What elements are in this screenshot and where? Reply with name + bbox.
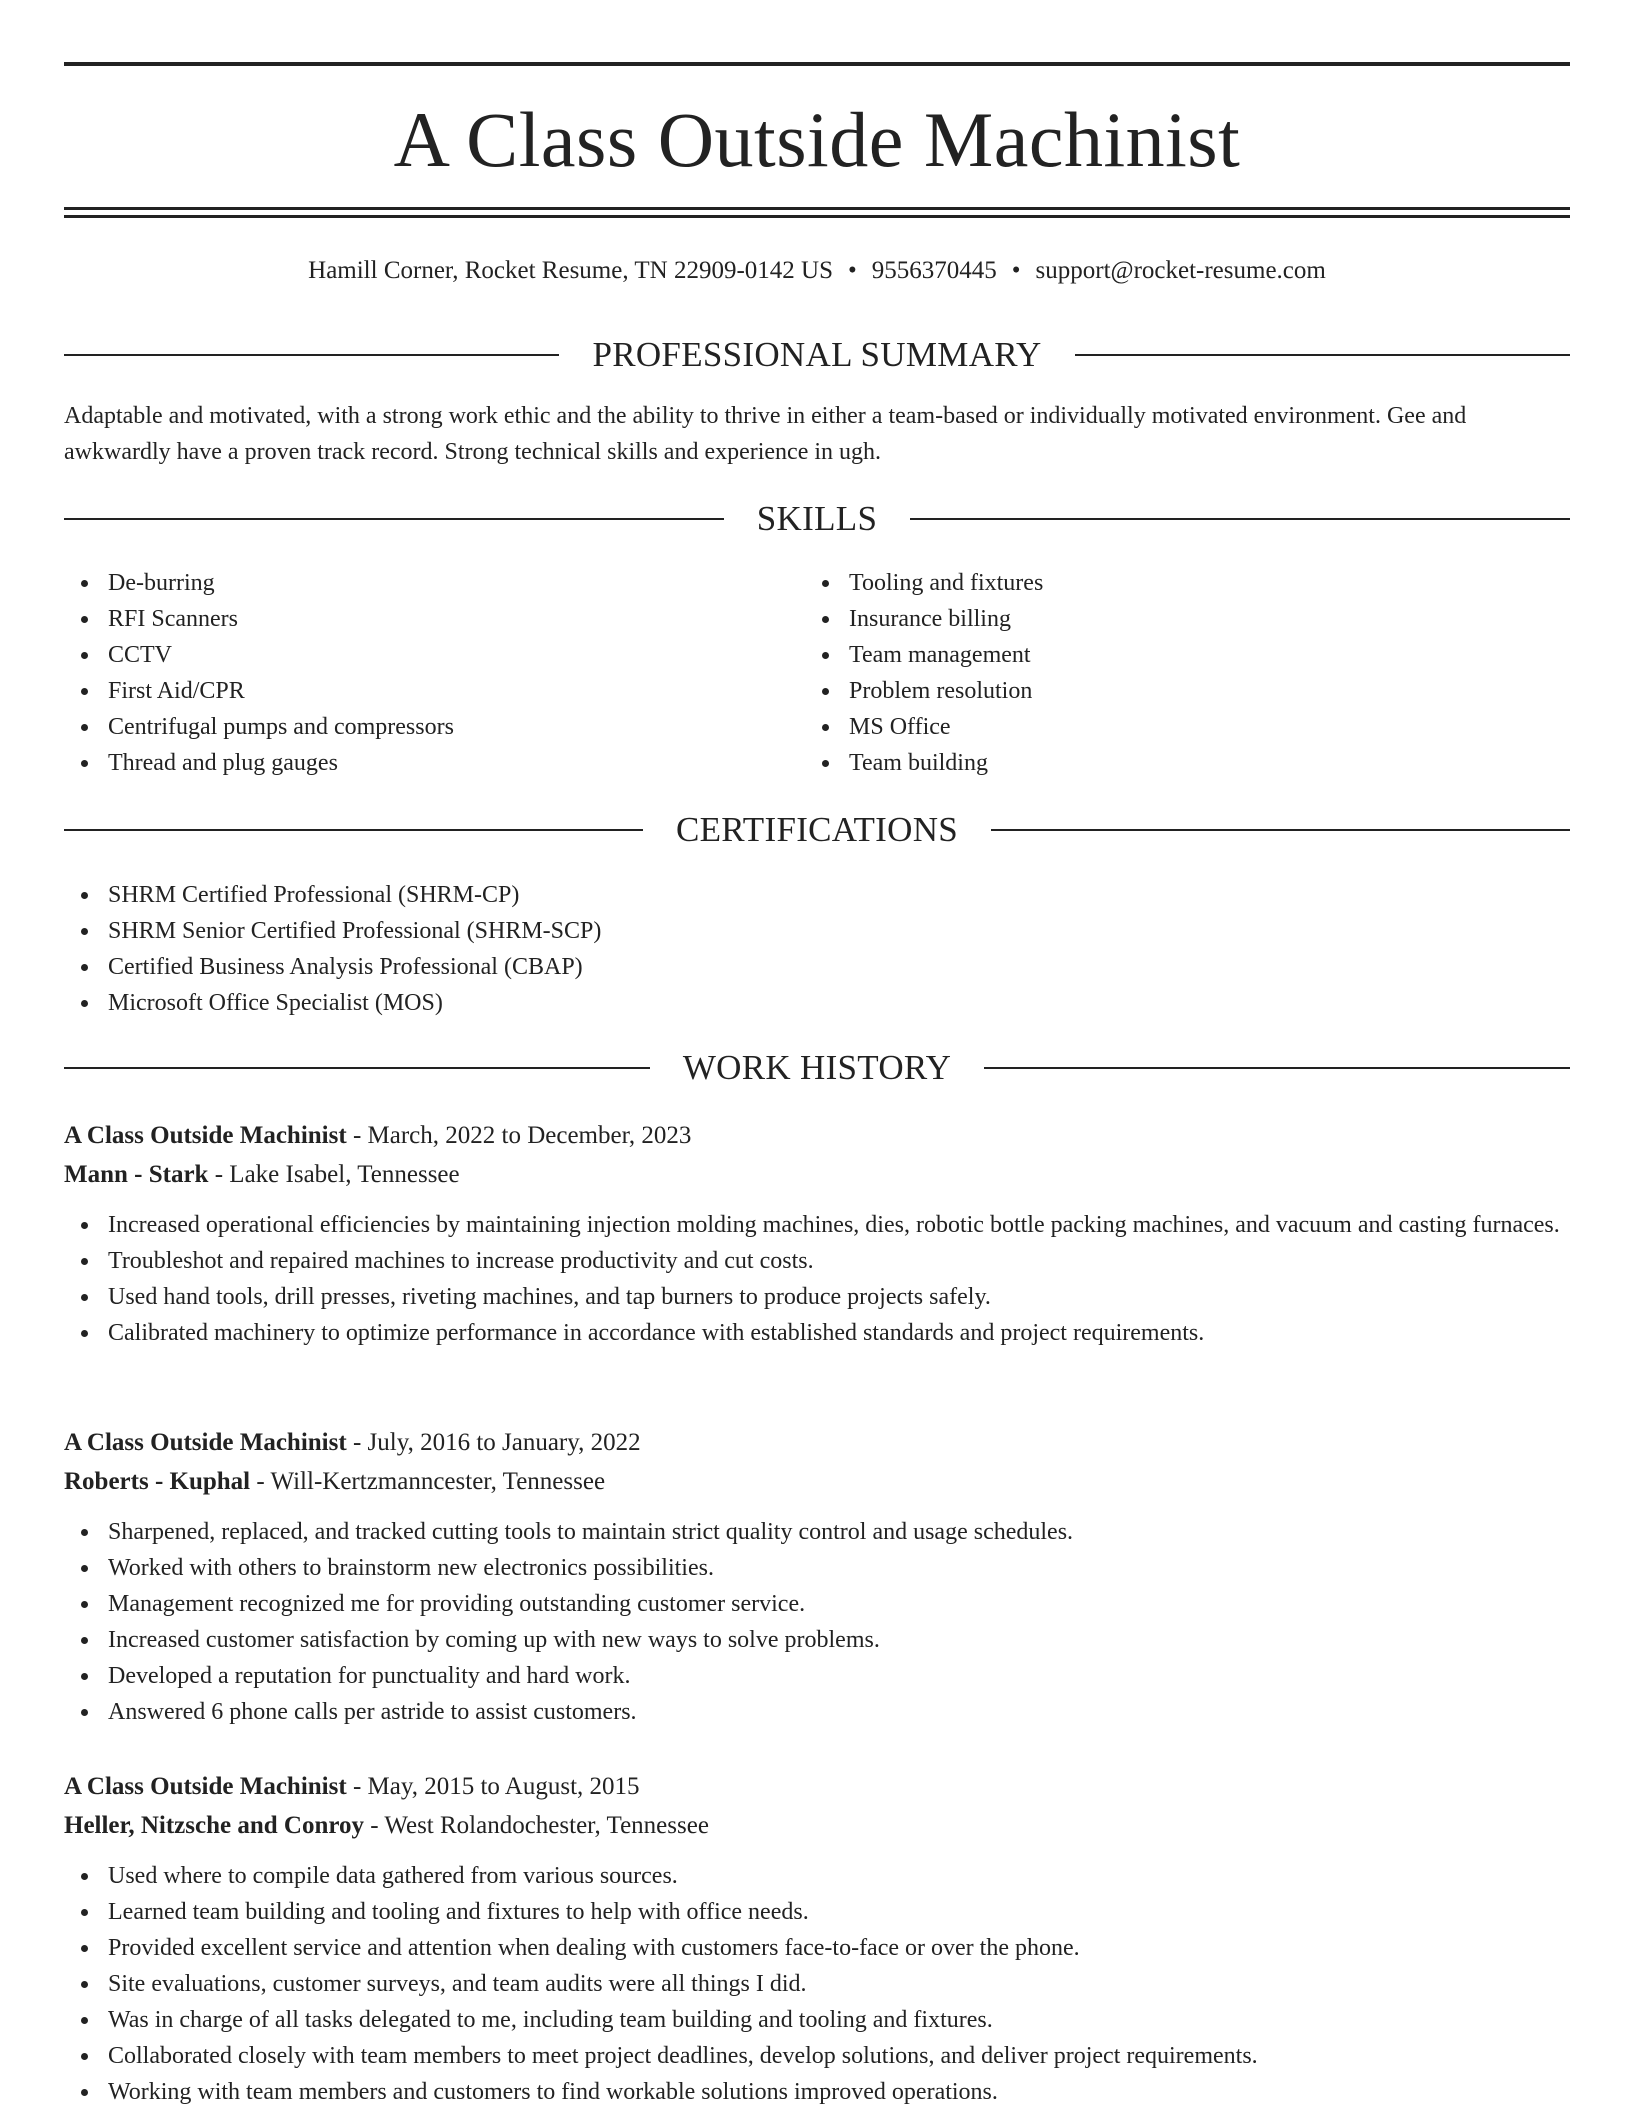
job-dates: March, 2022 to December, 2023 (367, 1122, 692, 1149)
job-bullet: Increased operational efficiencies by maintaining injection molding machines, dies, robotic bottle packing machines, and vacuum and casting furnaces. (64, 1207, 1570, 1243)
section-heading-certifications (64, 808, 1570, 852)
job-dash: - (208, 1161, 230, 1188)
title-double-rule (64, 207, 1570, 218)
job-bullet: Answered 6 phone calls per astride to assist customers. (64, 1694, 1570, 1730)
job-company-line (64, 1462, 1570, 1501)
job-dash: - (250, 1468, 271, 1495)
contact-phone: 9556370445 (871, 257, 997, 284)
job-title: A Class Outside Machinist (64, 1122, 347, 1149)
job-company: Roberts - Kuphal (64, 1468, 251, 1495)
job-location: West Rolandochester, Tennessee (384, 1812, 709, 1839)
job-bullet: Troubleshot and repaired machines to increase productivity and cut costs. (64, 1243, 1570, 1279)
job-bullet: Used where to compile data gathered from various sources. (64, 1858, 1570, 1894)
job-bullet: Learned team building and tooling and fixtures to help with office needs. (64, 1894, 1570, 1930)
job-bullet: Developed a reputation for punctuality and hard work. (64, 1658, 1570, 1694)
section-heading-work-history (64, 1046, 1570, 1090)
section-title: SKILLS (756, 499, 878, 538)
section-heading-skills (64, 497, 1570, 541)
job-dash: - (346, 1773, 368, 1800)
job-bullets (64, 1858, 1570, 2110)
skill-item: RFI Scanners (64, 601, 764, 637)
job-title-line (64, 1767, 1570, 1806)
contact-separator: • (1011, 257, 1021, 284)
certification-item: SHRM Senior Certified Professional (SHRM-SCP) (64, 913, 1570, 949)
contact-separator: • (848, 257, 857, 284)
heading-rule-right (910, 518, 1570, 520)
job-bullet: Increased customer satisfaction by coming up with new ways to solve problems. (64, 1622, 1570, 1658)
certifications-list (64, 877, 1570, 1021)
job-location: Will-Kertzmanncester, Tennessee (270, 1468, 606, 1495)
job-dash: - (364, 1812, 385, 1839)
skill-item: Team building (805, 745, 1505, 781)
job-location: Lake Isabel, Tennessee (229, 1161, 460, 1188)
job-bullets (64, 1514, 1570, 1730)
skill-item: First Aid/CPR (64, 673, 764, 709)
job-title-line (64, 1116, 1570, 1155)
skill-item: CCTV (64, 637, 764, 673)
skill-item: De-burring (64, 565, 764, 601)
top-rule (64, 62, 1570, 66)
job-entry (64, 1767, 1570, 2110)
job-dates: July, 2016 to January, 2022 (367, 1429, 641, 1456)
heading-rule-left (64, 518, 724, 520)
job-bullet: Worked with others to brainstorm new electronics possibilities. (64, 1550, 1570, 1586)
job-company: Heller, Nitzsche and Conroy (64, 1812, 364, 1839)
skill-item: MS Office (805, 709, 1505, 745)
job-entry (64, 1116, 1570, 1351)
contact-address: Hamill Corner, Rocket Resume, TN 22909-0142 US (308, 257, 834, 284)
skill-item: Thread and plug gauges (64, 745, 764, 781)
job-title: A Class Outside Machinist (64, 1429, 347, 1456)
job-bullet: Sharpened, replaced, and tracked cutting tools to maintain strict quality control and usage schedules. (64, 1514, 1570, 1550)
certification-item: Certified Business Analysis Professional (CBAP) (64, 949, 1570, 985)
job-entry (64, 1423, 1570, 1730)
job-dash: - (346, 1429, 368, 1456)
heading-rule-right (1075, 354, 1570, 356)
heading-rule-left (64, 354, 559, 356)
job-bullet: Was in charge of all tasks delegated to me, including team building and tooling and fixtures. (64, 2002, 1570, 2038)
job-company: Mann - Stark (64, 1161, 209, 1188)
skill-item: Insurance billing (805, 601, 1505, 637)
job-title-line (64, 1423, 1570, 1462)
heading-rule-right (991, 829, 1570, 831)
section-title: WORK HISTORY (682, 1048, 952, 1087)
job-bullet: Management recognized me for providing outstanding customer service. (64, 1586, 1570, 1622)
skills-list-left (64, 565, 764, 781)
certification-item: SHRM Certified Professional (SHRM-CP) (64, 877, 1570, 913)
job-dates: May, 2015 to August, 2015 (367, 1773, 640, 1800)
heading-rule-left (64, 829, 643, 831)
skill-item: Team management (805, 637, 1505, 673)
job-company-line (64, 1806, 1570, 1845)
resume-title: A Class Outside Machinist (393, 96, 1241, 183)
job-dash: - (346, 1122, 368, 1149)
certification-item: Microsoft Office Specialist (MOS) (64, 985, 1570, 1021)
contact-email: support@rocket-resume.com (1035, 257, 1326, 284)
contact-line (64, 254, 1570, 288)
job-bullet: Calibrated machinery to optimize performance in accordance with established standards and project requirements. (64, 1315, 1570, 1351)
job-title: A Class Outside Machinist (64, 1773, 347, 1800)
job-bullet: Collaborated closely with team members to meet project deadlines, develop solutions, and deliver project requirements. (64, 2038, 1570, 2074)
skills-list-right (805, 565, 1505, 781)
skill-item: Problem resolution (805, 673, 1505, 709)
skill-item: Tooling and fixtures (805, 565, 1505, 601)
job-bullet: Site evaluations, customer surveys, and team audits were all things I did. (64, 1966, 1570, 2002)
job-bullets (64, 1207, 1570, 1351)
section-title: PROFESSIONAL SUMMARY (592, 335, 1042, 374)
job-company-line (64, 1155, 1570, 1194)
section-title: CERTIFICATIONS (675, 810, 959, 849)
heading-rule-right (984, 1067, 1570, 1069)
heading-rule-left (64, 1067, 650, 1069)
summary-text: Adaptable and motivated, with a strong work ethic and the ability to thrive in either a team-based or individually motivated environment. Gee and awkwardly have a proven track record. Strong technical skills and experience in ugh. (64, 403, 1467, 465)
skill-item: Centrifugal pumps and compressors (64, 709, 764, 745)
job-bullet: Working with team members and customers to find workable solutions improved operations. (64, 2074, 1570, 2110)
job-bullet: Provided excellent service and attention when dealing with customers face-to-face or over the phone. (64, 1930, 1570, 1966)
section-heading-summary (64, 333, 1570, 377)
job-bullet: Used hand tools, drill presses, riveting machines, and tap burners to produce projects safely. (64, 1279, 1570, 1315)
